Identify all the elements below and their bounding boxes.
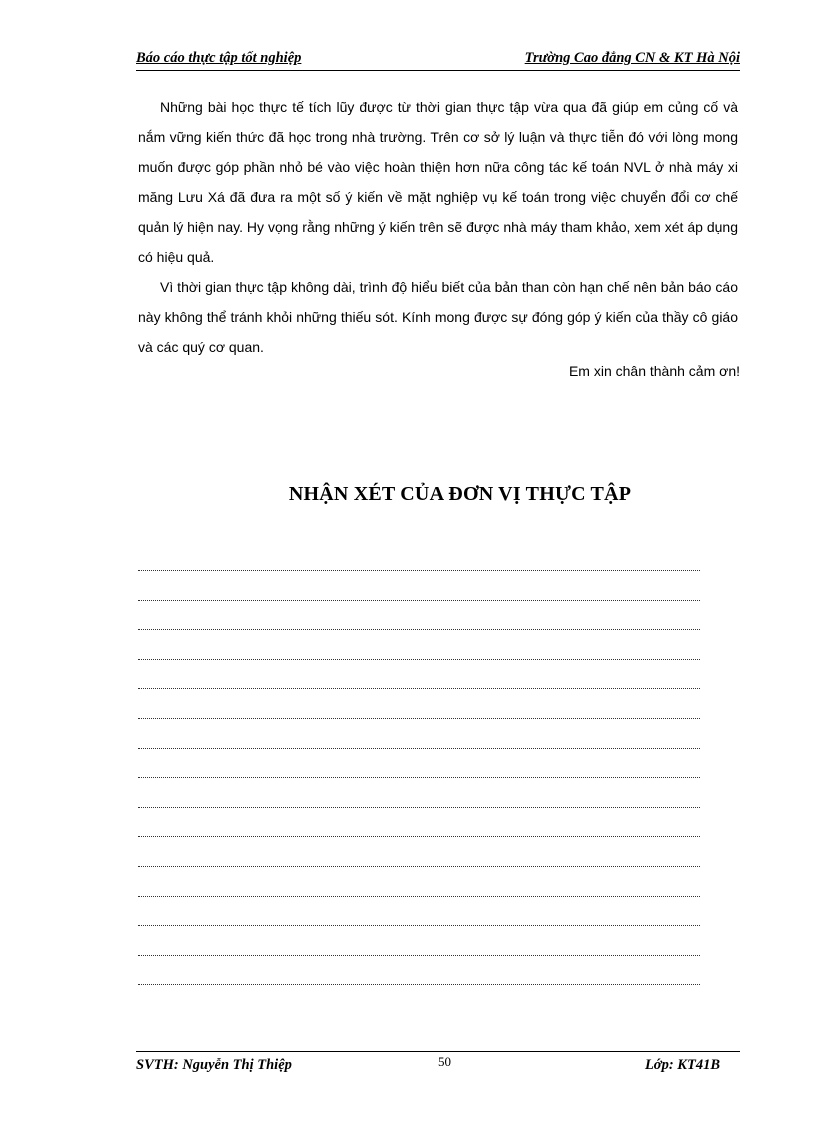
- dotted-line: [138, 854, 700, 884]
- dotted-line: [138, 588, 700, 618]
- dotted-line: [138, 972, 700, 1002]
- dotted-line: [138, 913, 700, 943]
- footer-student: SVTH: Nguyễn Thị Thiệp: [136, 1057, 292, 1073]
- footer-class: Lớp: KT41B: [644, 1057, 720, 1073]
- header-report-title: Báo cáo thực tập tốt nghiệp: [136, 50, 302, 66]
- paragraph-1: Những bài học thực tế tích lũy được từ thời gian thực tập vừa qua đã giúp em củng cố và nắm vững kiến thức đã học trong nhà trường. Trên cơ sở lý luận và thực tiễn đó với lòng mong muốn được góp phần nhỏ bé vào việc hoàn thiện hơn nữa công tác kế toán NVL ở nhà máy xi măng Lưu Xá đã đưa ra một số ý kiến về mặt nghiệp vụ kế toán trong việc chuyển đổi cơ chế quản lý hiện nay. Hy vọng rằng những ý kiến trên sẽ được nhà máy tham khảo, xem xét áp dụng có hiệu quả.: [138, 99, 738, 265]
- page-footer: [136, 1051, 740, 1076]
- page-number: 50: [438, 1054, 451, 1069]
- dotted-line: [138, 824, 700, 854]
- dotted-line: [138, 884, 700, 914]
- dotted-line: [138, 795, 700, 825]
- paragraph-2: Vì thời gian thực tập không dài, trình độ hiểu biết của bản than còn hạn chế nên bản báo cáo này không thể tránh khỏi những thiếu sót. Kính mong được sự đóng góp ý kiến của thầy cô giáo và các quý cơ quan.: [138, 279, 738, 355]
- thanks-line: Em xin chân thành cảm ơn!: [568, 363, 740, 379]
- dotted-line: [138, 943, 700, 973]
- dotted-line: [138, 676, 700, 706]
- header-school-name: Trường Cao đẳng CN & KT Hà Nội: [524, 50, 740, 66]
- dotted-line: [138, 765, 700, 795]
- dotted-line: [138, 558, 700, 588]
- comment-dotted-lines: [138, 558, 700, 1002]
- page-header: [136, 50, 740, 71]
- dotted-line: [138, 647, 700, 677]
- dotted-line: [138, 736, 700, 766]
- body-text: [138, 92, 738, 362]
- dotted-line: [138, 706, 700, 736]
- section-title: NHẬN XÉT CỦA ĐƠN VỊ THỰC TẬP: [288, 483, 632, 505]
- dotted-line: [138, 617, 700, 647]
